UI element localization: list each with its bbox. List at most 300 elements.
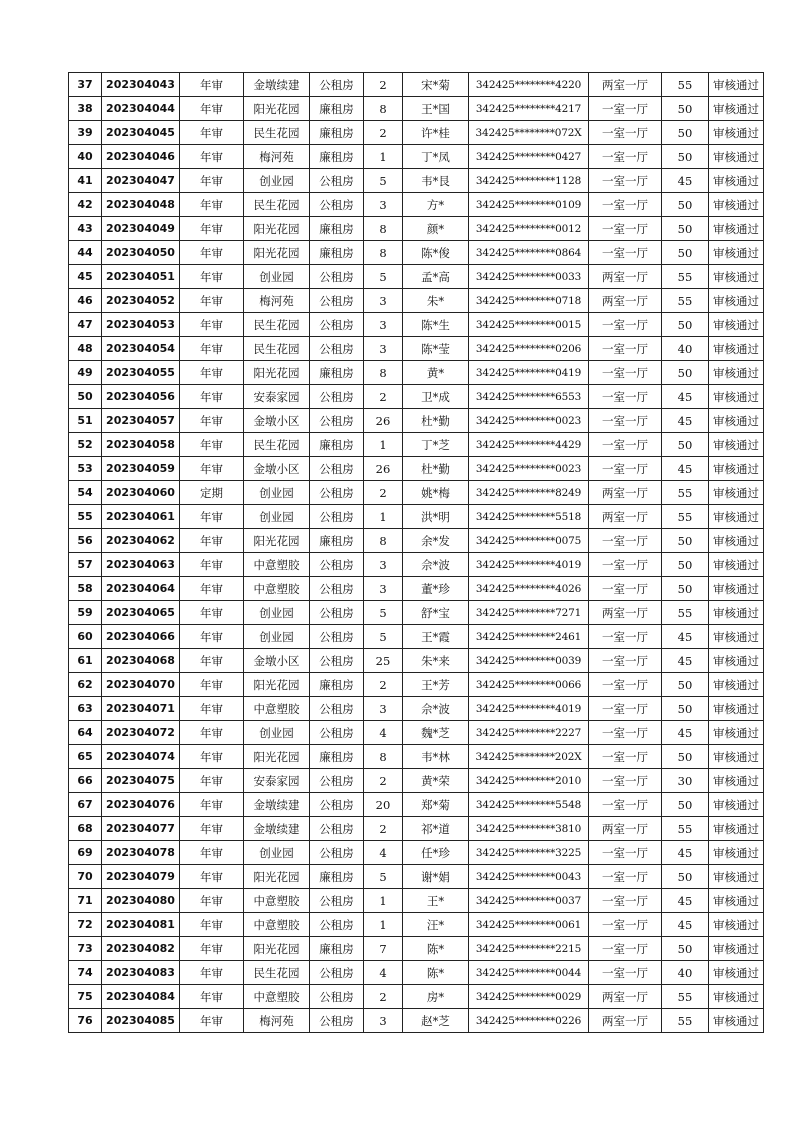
row-number-cell: 55 xyxy=(69,505,102,529)
id-number-cell: 342425********4026 xyxy=(469,577,589,601)
application-id-cell: 202304057 xyxy=(102,409,180,433)
row-number-cell: 39 xyxy=(69,121,102,145)
review-type-cell: 年审 xyxy=(180,409,244,433)
household-size-cell: 4 xyxy=(364,721,403,745)
applicant-name-cell: 房* xyxy=(403,985,469,1009)
community-cell: 民生花园 xyxy=(244,961,310,985)
review-status-cell: 审核通过 xyxy=(709,817,764,841)
row-number-cell: 74 xyxy=(69,961,102,985)
area-cell: 50 xyxy=(662,745,709,769)
housing-type-cell: 公租房 xyxy=(310,289,364,313)
row-number-cell: 51 xyxy=(69,409,102,433)
community-cell: 中意塑胶 xyxy=(244,889,310,913)
unit-layout-cell: 两室一厅 xyxy=(589,481,662,505)
review-status-cell: 审核通过 xyxy=(709,625,764,649)
household-size-cell: 3 xyxy=(364,1009,403,1033)
unit-layout-cell: 一室一厅 xyxy=(589,553,662,577)
table-row xyxy=(69,529,764,553)
unit-layout-cell: 两室一厅 xyxy=(589,1009,662,1033)
review-status-cell: 审核通过 xyxy=(709,649,764,673)
housing-type-cell: 公租房 xyxy=(310,73,364,97)
applicant-name-cell: 陈* xyxy=(403,937,469,961)
household-size-cell: 1 xyxy=(364,889,403,913)
unit-layout-cell: 一室一厅 xyxy=(589,385,662,409)
household-size-cell: 8 xyxy=(364,217,403,241)
community-cell: 民生花园 xyxy=(244,121,310,145)
unit-layout-cell: 一室一厅 xyxy=(589,97,662,121)
area-cell: 50 xyxy=(662,673,709,697)
application-id-cell: 202304079 xyxy=(102,865,180,889)
household-size-cell: 2 xyxy=(364,385,403,409)
community-cell: 金墩续建 xyxy=(244,793,310,817)
table-body xyxy=(69,73,764,1033)
area-cell: 45 xyxy=(662,625,709,649)
review-type-cell: 年审 xyxy=(180,601,244,625)
housing-type-cell: 公租房 xyxy=(310,793,364,817)
row-number-cell: 41 xyxy=(69,169,102,193)
applicant-name-cell: 朱* xyxy=(403,289,469,313)
area-cell: 50 xyxy=(662,97,709,121)
unit-layout-cell: 一室一厅 xyxy=(589,745,662,769)
unit-layout-cell: 一室一厅 xyxy=(589,673,662,697)
applicant-name-cell: 佘*波 xyxy=(403,553,469,577)
table-row xyxy=(69,145,764,169)
row-number-cell: 62 xyxy=(69,673,102,697)
housing-type-cell: 公租房 xyxy=(310,1009,364,1033)
id-number-cell: 342425********8249 xyxy=(469,481,589,505)
review-type-cell: 年审 xyxy=(180,625,244,649)
area-cell: 45 xyxy=(662,169,709,193)
applicant-name-cell: 杜*勤 xyxy=(403,457,469,481)
applicant-name-cell: 余*发 xyxy=(403,529,469,553)
table-row xyxy=(69,337,764,361)
review-status-cell: 审核通过 xyxy=(709,409,764,433)
review-type-cell: 年审 xyxy=(180,745,244,769)
review-type-cell: 年审 xyxy=(180,793,244,817)
household-size-cell: 3 xyxy=(364,553,403,577)
housing-type-cell: 公租房 xyxy=(310,961,364,985)
area-cell: 45 xyxy=(662,409,709,433)
housing-type-cell: 公租房 xyxy=(310,193,364,217)
community-cell: 中意塑胶 xyxy=(244,577,310,601)
application-id-cell: 202304083 xyxy=(102,961,180,985)
community-cell: 创业园 xyxy=(244,625,310,649)
row-number-cell: 57 xyxy=(69,553,102,577)
id-number-cell: 342425********0029 xyxy=(469,985,589,1009)
row-number-cell: 50 xyxy=(69,385,102,409)
application-id-cell: 202304078 xyxy=(102,841,180,865)
review-status-cell: 审核通过 xyxy=(709,241,764,265)
review-status-cell: 审核通过 xyxy=(709,745,764,769)
housing-type-cell: 公租房 xyxy=(310,457,364,481)
id-number-cell: 342425********1128 xyxy=(469,169,589,193)
review-status-cell: 审核通过 xyxy=(709,505,764,529)
review-type-cell: 年审 xyxy=(180,433,244,457)
community-cell: 阳光花园 xyxy=(244,529,310,553)
review-type-cell: 年审 xyxy=(180,169,244,193)
area-cell: 50 xyxy=(662,529,709,553)
table-row xyxy=(69,169,764,193)
housing-type-cell: 公租房 xyxy=(310,769,364,793)
household-size-cell: 2 xyxy=(364,121,403,145)
housing-type-cell: 廉租房 xyxy=(310,361,364,385)
application-id-cell: 202304064 xyxy=(102,577,180,601)
application-id-cell: 202304068 xyxy=(102,649,180,673)
application-id-cell: 202304076 xyxy=(102,793,180,817)
household-size-cell: 8 xyxy=(364,241,403,265)
row-number-cell: 66 xyxy=(69,769,102,793)
area-cell: 50 xyxy=(662,361,709,385)
application-id-cell: 202304077 xyxy=(102,817,180,841)
table-row xyxy=(69,961,764,985)
application-id-cell: 202304059 xyxy=(102,457,180,481)
area-cell: 45 xyxy=(662,457,709,481)
applicant-name-cell: 陈*莹 xyxy=(403,337,469,361)
review-status-cell: 审核通过 xyxy=(709,385,764,409)
unit-layout-cell: 一室一厅 xyxy=(589,457,662,481)
table-row xyxy=(69,769,764,793)
row-number-cell: 67 xyxy=(69,793,102,817)
area-cell: 50 xyxy=(662,553,709,577)
area-cell: 50 xyxy=(662,697,709,721)
application-id-cell: 202304055 xyxy=(102,361,180,385)
area-cell: 45 xyxy=(662,913,709,937)
table-row xyxy=(69,625,764,649)
household-size-cell: 2 xyxy=(364,985,403,1009)
community-cell: 金墩小区 xyxy=(244,457,310,481)
table-row xyxy=(69,553,764,577)
community-cell: 创业园 xyxy=(244,841,310,865)
household-size-cell: 7 xyxy=(364,937,403,961)
table-row xyxy=(69,409,764,433)
community-cell: 中意塑胶 xyxy=(244,553,310,577)
applicant-name-cell: 汪* xyxy=(403,913,469,937)
id-number-cell: 342425********0718 xyxy=(469,289,589,313)
row-number-cell: 71 xyxy=(69,889,102,913)
application-id-cell: 202304080 xyxy=(102,889,180,913)
community-cell: 阳光花园 xyxy=(244,217,310,241)
community-cell: 梅河苑 xyxy=(244,1009,310,1033)
table-row xyxy=(69,361,764,385)
applicant-name-cell: 方* xyxy=(403,193,469,217)
housing-type-cell: 公租房 xyxy=(310,841,364,865)
area-cell: 50 xyxy=(662,193,709,217)
review-type-cell: 年审 xyxy=(180,217,244,241)
household-size-cell: 4 xyxy=(364,841,403,865)
unit-layout-cell: 两室一厅 xyxy=(589,601,662,625)
table-row xyxy=(69,985,764,1009)
household-size-cell: 20 xyxy=(364,793,403,817)
id-number-cell: 342425********7271 xyxy=(469,601,589,625)
review-status-cell: 审核通过 xyxy=(709,121,764,145)
housing-type-cell: 公租房 xyxy=(310,553,364,577)
id-number-cell: 342425********0043 xyxy=(469,865,589,889)
review-status-cell: 审核通过 xyxy=(709,865,764,889)
row-number-cell: 44 xyxy=(69,241,102,265)
applicant-name-cell: 黄*荣 xyxy=(403,769,469,793)
application-id-cell: 202304058 xyxy=(102,433,180,457)
household-size-cell: 1 xyxy=(364,913,403,937)
household-size-cell: 2 xyxy=(364,673,403,697)
row-number-cell: 72 xyxy=(69,913,102,937)
applicant-name-cell: 王* xyxy=(403,889,469,913)
housing-type-cell: 廉租房 xyxy=(310,745,364,769)
applicant-name-cell: 丁*芝 xyxy=(403,433,469,457)
area-cell: 50 xyxy=(662,241,709,265)
table-row xyxy=(69,865,764,889)
area-cell: 55 xyxy=(662,73,709,97)
table-row xyxy=(69,289,764,313)
applicant-name-cell: 孟*高 xyxy=(403,265,469,289)
area-cell: 30 xyxy=(662,769,709,793)
community-cell: 创业园 xyxy=(244,265,310,289)
row-number-cell: 43 xyxy=(69,217,102,241)
review-status-cell: 审核通过 xyxy=(709,145,764,169)
housing-type-cell: 公租房 xyxy=(310,649,364,673)
housing-type-cell: 廉租房 xyxy=(310,97,364,121)
table-row xyxy=(69,481,764,505)
area-cell: 50 xyxy=(662,865,709,889)
unit-layout-cell: 两室一厅 xyxy=(589,817,662,841)
area-cell: 50 xyxy=(662,793,709,817)
application-id-cell: 202304062 xyxy=(102,529,180,553)
housing-type-cell: 公租房 xyxy=(310,313,364,337)
table-row xyxy=(69,937,764,961)
id-number-cell: 342425********0427 xyxy=(469,145,589,169)
review-type-cell: 年审 xyxy=(180,889,244,913)
row-number-cell: 68 xyxy=(69,817,102,841)
housing-type-cell: 公租房 xyxy=(310,337,364,361)
review-status-cell: 审核通过 xyxy=(709,337,764,361)
review-status-cell: 审核通过 xyxy=(709,937,764,961)
housing-type-cell: 公租房 xyxy=(310,265,364,289)
applicant-name-cell: 韦*艮 xyxy=(403,169,469,193)
row-number-cell: 63 xyxy=(69,697,102,721)
community-cell: 民生花园 xyxy=(244,337,310,361)
review-type-cell: 年审 xyxy=(180,457,244,481)
review-type-cell: 年审 xyxy=(180,97,244,121)
area-cell: 50 xyxy=(662,937,709,961)
table-row xyxy=(69,73,764,97)
application-id-cell: 202304074 xyxy=(102,745,180,769)
table-row xyxy=(69,217,764,241)
applicant-name-cell: 舒*宝 xyxy=(403,601,469,625)
community-cell: 民生花园 xyxy=(244,193,310,217)
community-cell: 阳光花园 xyxy=(244,865,310,889)
unit-layout-cell: 一室一厅 xyxy=(589,193,662,217)
application-id-cell: 202304051 xyxy=(102,265,180,289)
id-number-cell: 342425********2227 xyxy=(469,721,589,745)
review-type-cell: 年审 xyxy=(180,193,244,217)
housing-type-cell: 廉租房 xyxy=(310,145,364,169)
table-row xyxy=(69,673,764,697)
application-id-cell: 202304075 xyxy=(102,769,180,793)
review-type-cell: 年审 xyxy=(180,865,244,889)
table-row xyxy=(69,457,764,481)
id-number-cell: 342425********072X xyxy=(469,121,589,145)
area-cell: 55 xyxy=(662,289,709,313)
id-number-cell: 342425********0044 xyxy=(469,961,589,985)
review-type-cell: 年审 xyxy=(180,673,244,697)
area-cell: 55 xyxy=(662,817,709,841)
applicant-name-cell: 陈*生 xyxy=(403,313,469,337)
unit-layout-cell: 一室一厅 xyxy=(589,625,662,649)
area-cell: 55 xyxy=(662,1009,709,1033)
household-size-cell: 1 xyxy=(364,433,403,457)
community-cell: 中意塑胶 xyxy=(244,985,310,1009)
area-cell: 40 xyxy=(662,337,709,361)
row-number-cell: 46 xyxy=(69,289,102,313)
table-row xyxy=(69,433,764,457)
review-status-cell: 审核通过 xyxy=(709,361,764,385)
unit-layout-cell: 两室一厅 xyxy=(589,73,662,97)
table-row xyxy=(69,1009,764,1033)
review-status-cell: 审核通过 xyxy=(709,601,764,625)
review-results-table xyxy=(68,72,764,1033)
review-type-cell: 定期 xyxy=(180,481,244,505)
household-size-cell: 5 xyxy=(364,625,403,649)
review-status-cell: 审核通过 xyxy=(709,769,764,793)
review-type-cell: 年审 xyxy=(180,121,244,145)
review-type-cell: 年审 xyxy=(180,385,244,409)
row-number-cell: 47 xyxy=(69,313,102,337)
housing-type-cell: 公租房 xyxy=(310,889,364,913)
unit-layout-cell: 一室一厅 xyxy=(589,649,662,673)
review-status-cell: 审核通过 xyxy=(709,985,764,1009)
id-number-cell: 342425********4429 xyxy=(469,433,589,457)
review-status-cell: 审核通过 xyxy=(709,457,764,481)
review-status-cell: 审核通过 xyxy=(709,913,764,937)
community-cell: 金墩续建 xyxy=(244,73,310,97)
row-number-cell: 73 xyxy=(69,937,102,961)
unit-layout-cell: 一室一厅 xyxy=(589,169,662,193)
review-status-cell: 审核通过 xyxy=(709,577,764,601)
housing-type-cell: 公租房 xyxy=(310,481,364,505)
applicant-name-cell: 王*芳 xyxy=(403,673,469,697)
community-cell: 金墩小区 xyxy=(244,649,310,673)
review-status-cell: 审核通过 xyxy=(709,697,764,721)
household-size-cell: 1 xyxy=(364,145,403,169)
table-row xyxy=(69,97,764,121)
review-type-cell: 年审 xyxy=(180,505,244,529)
unit-layout-cell: 两室一厅 xyxy=(589,985,662,1009)
community-cell: 中意塑胶 xyxy=(244,913,310,937)
housing-type-cell: 公租房 xyxy=(310,601,364,625)
housing-type-cell: 公租房 xyxy=(310,817,364,841)
household-size-cell: 26 xyxy=(364,409,403,433)
application-id-cell: 202304085 xyxy=(102,1009,180,1033)
review-type-cell: 年审 xyxy=(180,721,244,745)
applicant-name-cell: 丁*凤 xyxy=(403,145,469,169)
review-status-cell: 审核通过 xyxy=(709,673,764,697)
application-id-cell: 202304044 xyxy=(102,97,180,121)
application-id-cell: 202304046 xyxy=(102,145,180,169)
unit-layout-cell: 一室一厅 xyxy=(589,577,662,601)
application-id-cell: 202304052 xyxy=(102,289,180,313)
housing-type-cell: 公租房 xyxy=(310,625,364,649)
applicant-name-cell: 佘*波 xyxy=(403,697,469,721)
id-number-cell: 342425********0023 xyxy=(469,457,589,481)
community-cell: 安泰家园 xyxy=(244,385,310,409)
review-type-cell: 年审 xyxy=(180,313,244,337)
community-cell: 阳光花园 xyxy=(244,361,310,385)
community-cell: 创业园 xyxy=(244,505,310,529)
household-size-cell: 8 xyxy=(364,529,403,553)
area-cell: 40 xyxy=(662,961,709,985)
housing-type-cell: 廉租房 xyxy=(310,121,364,145)
row-number-cell: 58 xyxy=(69,577,102,601)
applicant-name-cell: 颜* xyxy=(403,217,469,241)
household-size-cell: 25 xyxy=(364,649,403,673)
row-number-cell: 76 xyxy=(69,1009,102,1033)
review-status-cell: 审核通过 xyxy=(709,961,764,985)
household-size-cell: 5 xyxy=(364,865,403,889)
review-type-cell: 年审 xyxy=(180,553,244,577)
application-id-cell: 202304061 xyxy=(102,505,180,529)
area-cell: 50 xyxy=(662,577,709,601)
unit-layout-cell: 一室一厅 xyxy=(589,145,662,169)
area-cell: 55 xyxy=(662,601,709,625)
review-type-cell: 年审 xyxy=(180,241,244,265)
review-status-cell: 审核通过 xyxy=(709,889,764,913)
review-status-cell: 审核通过 xyxy=(709,793,764,817)
housing-type-cell: 廉租房 xyxy=(310,529,364,553)
application-id-cell: 202304070 xyxy=(102,673,180,697)
table-row xyxy=(69,241,764,265)
unit-layout-cell: 一室一厅 xyxy=(589,889,662,913)
review-type-cell: 年审 xyxy=(180,913,244,937)
row-number-cell: 70 xyxy=(69,865,102,889)
table-row xyxy=(69,913,764,937)
table-row xyxy=(69,505,764,529)
household-size-cell: 4 xyxy=(364,961,403,985)
application-id-cell: 202304063 xyxy=(102,553,180,577)
household-size-cell: 8 xyxy=(364,361,403,385)
row-number-cell: 69 xyxy=(69,841,102,865)
community-cell: 民生花园 xyxy=(244,433,310,457)
review-status-cell: 审核通过 xyxy=(709,265,764,289)
applicant-name-cell: 洪*明 xyxy=(403,505,469,529)
table-row xyxy=(69,577,764,601)
application-id-cell: 202304053 xyxy=(102,313,180,337)
household-size-cell: 3 xyxy=(364,193,403,217)
housing-type-cell: 廉租房 xyxy=(310,865,364,889)
table-row xyxy=(69,649,764,673)
id-number-cell: 342425********0864 xyxy=(469,241,589,265)
community-cell: 阳光花园 xyxy=(244,745,310,769)
application-id-cell: 202304047 xyxy=(102,169,180,193)
row-number-cell: 37 xyxy=(69,73,102,97)
review-status-cell: 审核通过 xyxy=(709,97,764,121)
id-number-cell: 342425********0023 xyxy=(469,409,589,433)
housing-type-cell: 公租房 xyxy=(310,505,364,529)
id-number-cell: 342425********0039 xyxy=(469,649,589,673)
review-status-cell: 审核通过 xyxy=(709,73,764,97)
review-status-cell: 审核通过 xyxy=(709,841,764,865)
applicant-name-cell: 郑*菊 xyxy=(403,793,469,817)
row-number-cell: 65 xyxy=(69,745,102,769)
household-size-cell: 8 xyxy=(364,97,403,121)
id-number-cell: 342425********0037 xyxy=(469,889,589,913)
application-id-cell: 202304084 xyxy=(102,985,180,1009)
community-cell: 阳光花园 xyxy=(244,937,310,961)
community-cell: 阳光花园 xyxy=(244,97,310,121)
unit-layout-cell: 两室一厅 xyxy=(589,265,662,289)
row-number-cell: 38 xyxy=(69,97,102,121)
community-cell: 梅河苑 xyxy=(244,289,310,313)
review-status-cell: 审核通过 xyxy=(709,433,764,457)
review-type-cell: 年审 xyxy=(180,337,244,361)
